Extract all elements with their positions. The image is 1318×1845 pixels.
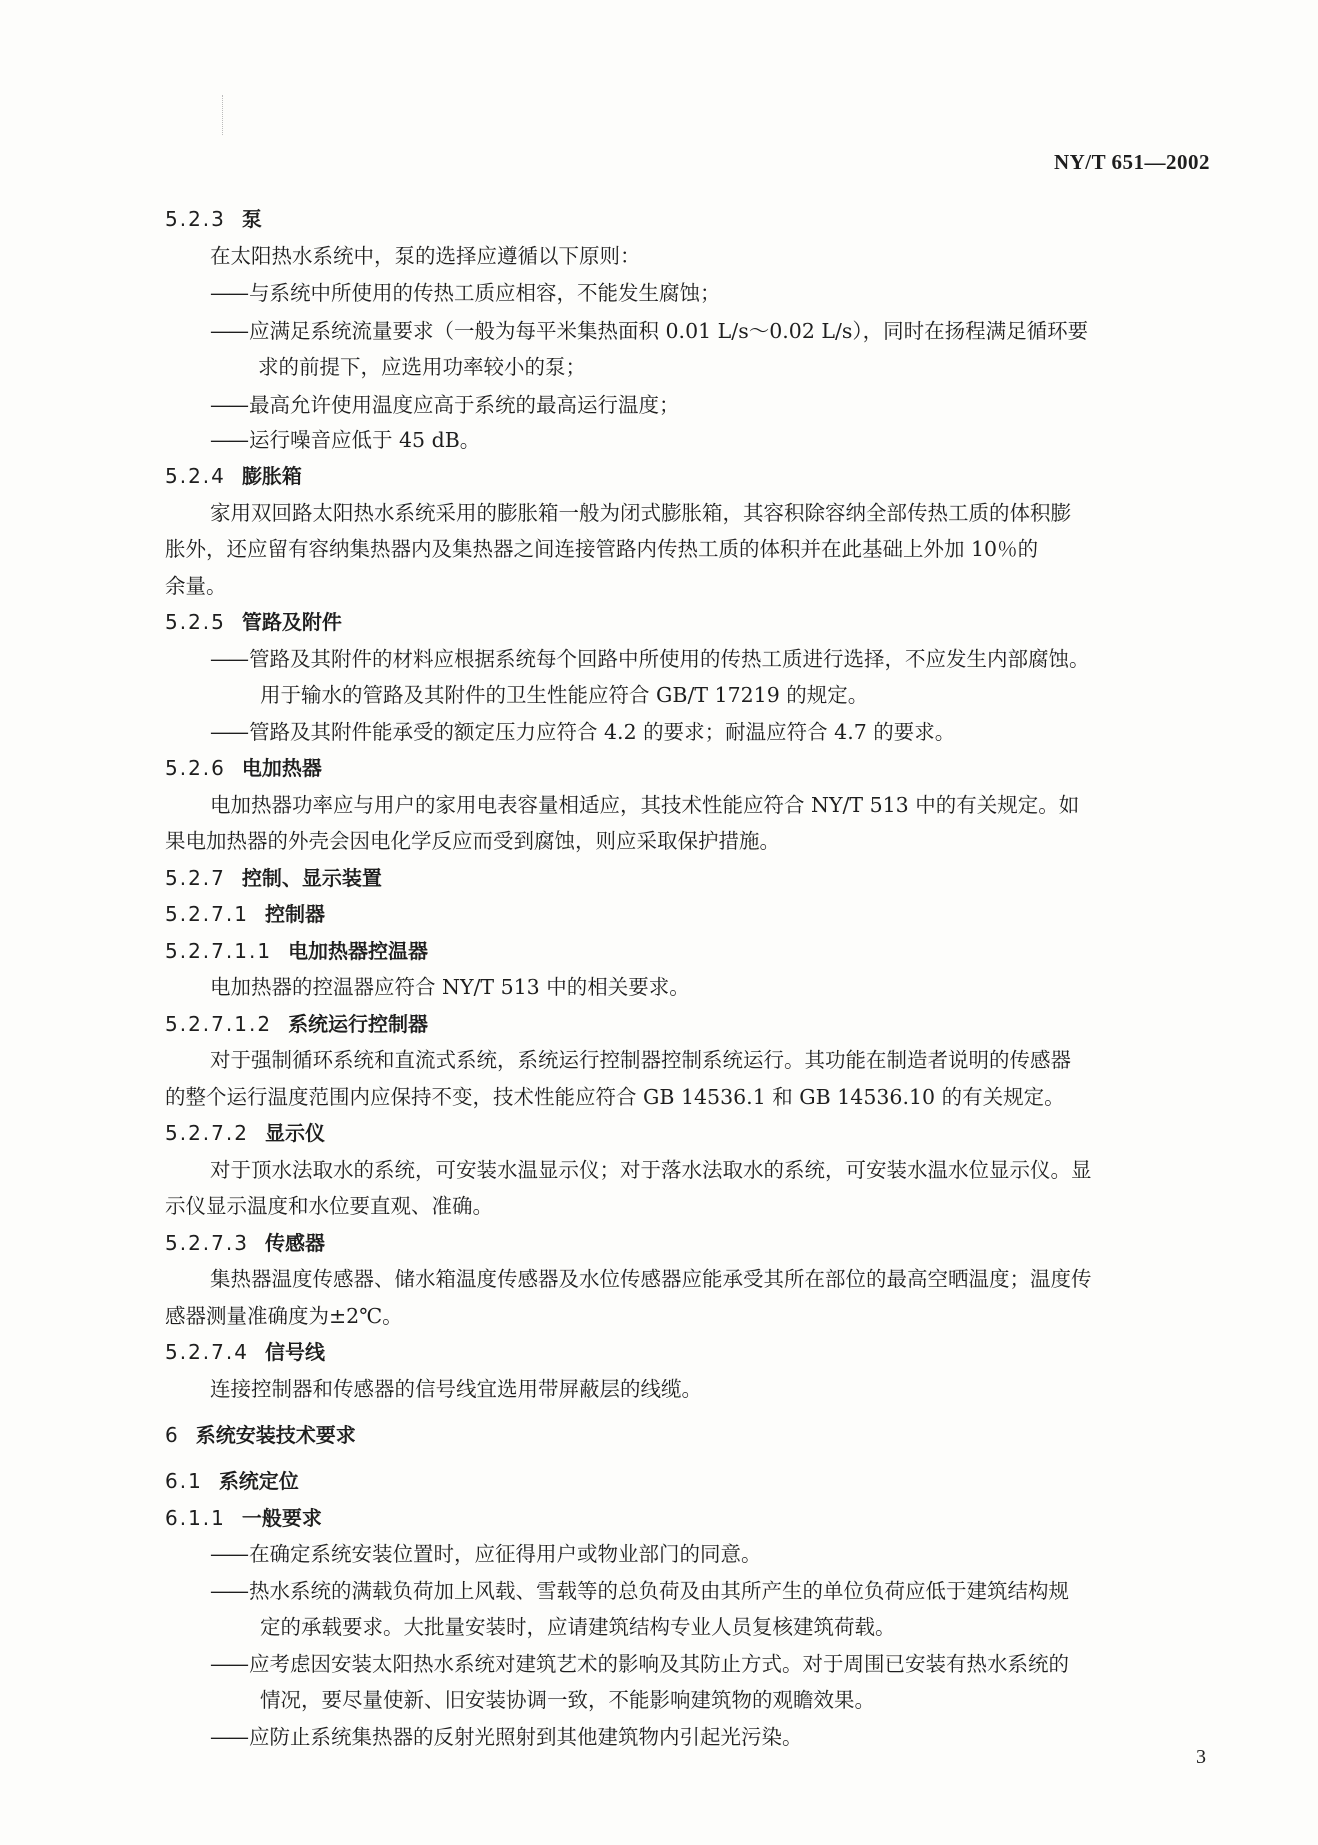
section-number: 5.2.3	[165, 207, 226, 231]
paragraph-line: 果电加热器的外壳会因电化学反应而受到腐蚀，则应采取保护措施。	[165, 829, 780, 853]
em-dash-marker: ——	[210, 1652, 247, 1676]
section-number: 6.1	[165, 1469, 203, 1493]
paragraph-line: 对于强制循环系统和直流式系统，系统运行控制器控制系统运行。其功能在制造者说明的传感器	[210, 1048, 1071, 1072]
list-item	[210, 1577, 1069, 1605]
section-heading	[165, 864, 382, 892]
section-number: 5.2.7.4	[165, 1340, 249, 1364]
section-title: 信号线	[264, 1340, 325, 1364]
section-title: 传感器	[264, 1231, 325, 1255]
list-item-text: 热水系统的满载负荷加上风载、雪载等的总负荷及由其所产生的单位负荷应低于建筑结构规	[249, 1579, 1069, 1603]
section-heading	[165, 1504, 322, 1532]
section-heading	[165, 462, 302, 490]
list-item	[210, 426, 480, 454]
section-heading	[165, 1338, 325, 1366]
list-item	[210, 1540, 762, 1568]
list-item-text: 管路及其附件能承受的额定压力应符合 4.2 的要求；耐温应符合 4.7 的要求。	[249, 720, 956, 744]
section-heading	[165, 900, 325, 928]
section-number: 5.2.7.3	[165, 1231, 249, 1255]
paragraph-line: 感器测量准确度为±2℃。	[165, 1304, 403, 1328]
section-number: 5.2.4	[165, 464, 226, 488]
section-heading	[165, 1229, 325, 1257]
list-item	[210, 1650, 1069, 1678]
section-title: 泵	[241, 207, 262, 231]
em-dash-marker: ——	[210, 281, 247, 305]
list-item	[210, 279, 721, 307]
section-heading	[165, 1119, 325, 1147]
list-item-text: 应考虑因安装太阳热水系统对建筑艺术的影响及其防止方式。对于周围已安装有热水系统的	[249, 1652, 1069, 1676]
em-dash-marker: ——	[210, 647, 247, 671]
list-item-text: 应满足系统流量要求（一般为每平米集热面积 0.01 L/s～0.02 L/s），同时在扬程满足循环要	[249, 319, 1089, 343]
section-title: 系统安装技术要求	[195, 1423, 356, 1447]
paragraph-line: 示仪显示温度和水位要直观、准确。	[165, 1194, 493, 1218]
em-dash-marker: ——	[210, 393, 247, 417]
section-number: 5.2.7	[165, 866, 226, 890]
section-title: 控制器	[264, 902, 325, 926]
section-heading	[165, 937, 428, 965]
paragraph-line: 电加热器功率应与用户的家用电表容量相适应，其技术性能应符合 NY/T 513 中的有关规定。如	[210, 793, 1080, 817]
paragraph-line: 集热器温度传感器、储水箱温度传感器及水位传感器应能承受其所在部位的最高空晒温度；温度传	[210, 1267, 1092, 1291]
section-title: 系统运行控制器	[288, 1012, 429, 1036]
section-heading	[165, 1421, 356, 1449]
section-title: 管路及附件	[241, 610, 342, 634]
em-dash-marker: ——	[210, 319, 247, 343]
section-number: 5.2.7.2	[165, 1121, 249, 1145]
paragraph-line: 电加热器的控温器应符合 NY/T 513 中的相关要求。	[210, 975, 690, 999]
paragraph-line: 连接控制器和传感器的信号线宜选用带屏蔽层的线缆。	[210, 1377, 702, 1401]
section-number: 6	[165, 1423, 180, 1447]
section-title: 电加热器	[241, 756, 322, 780]
list-item	[210, 1723, 803, 1751]
section-heading	[165, 205, 262, 233]
em-dash-marker: ——	[210, 1579, 247, 1603]
list-item-text: 最高允许使用温度应高于系统的最高运行温度；	[249, 393, 680, 417]
list-item-text: 与系统中所使用的传热工质应相容，不能发生腐蚀；	[249, 281, 721, 305]
paragraph-line: 余量。	[165, 574, 227, 598]
paragraph-line: 求的前提下，应选用功率较小的泵；	[258, 355, 586, 379]
section-number: 5.2.7.1.1	[165, 939, 273, 963]
section-number: 5.2.7.1	[165, 902, 249, 926]
standard-code: NY/T 651—2002	[1053, 150, 1210, 174]
em-dash-marker: ——	[210, 428, 247, 452]
section-number: 5.2.6	[165, 756, 226, 780]
list-item-text: 管路及其附件的材料应根据系统每个回路中所使用的传热工质进行选择，不应发生内部腐蚀。	[249, 647, 1090, 671]
em-dash-marker: ——	[210, 1725, 247, 1749]
list-item	[210, 317, 1088, 345]
section-title: 电加热器控温器	[288, 939, 429, 963]
section-heading	[165, 754, 322, 782]
paragraph-line: 在太阳热水系统中，泵的选择应遵循以下原则：	[210, 244, 641, 268]
section-title: 一般要求	[241, 1506, 322, 1530]
section-number: 6.1.1	[165, 1506, 226, 1530]
section-heading	[165, 608, 342, 636]
paragraph-line: 对于顶水法取水的系统，可安装水温显示仪；对于落水法取水的系统，可安装水温水位显示仪。显	[210, 1158, 1092, 1182]
section-number: 5.2.7.1.2	[165, 1012, 273, 1036]
paragraph-line: 用于输水的管路及其附件的卫生性能应符合 GB/T 17219 的规定。	[260, 683, 869, 707]
paragraph-line: 家用双回路太阳热水系统采用的膨胀箱一般为闭式膨胀箱，其容积除容纳全部传热工质的体积膨	[210, 501, 1071, 525]
em-dash-marker: ——	[210, 720, 247, 744]
section-title: 系统定位	[218, 1469, 299, 1493]
list-item	[210, 718, 955, 746]
section-heading	[165, 1010, 428, 1038]
section-title: 控制、显示装置	[241, 866, 382, 890]
section-title: 膨胀箱	[241, 464, 302, 488]
em-dash-marker: ——	[210, 1542, 247, 1566]
list-item-text: 应防止系统集热器的反射光照射到其他建筑物内引起光污染。	[249, 1725, 803, 1749]
paragraph-line: 胀外，还应留有容纳集热器内及集热器之间连接管路内传热工质的体积并在此基础上外加 10％的	[165, 537, 1039, 561]
section-title: 显示仪	[264, 1121, 325, 1145]
section-heading	[165, 1467, 299, 1495]
page-number: 3	[1196, 1746, 1206, 1768]
paragraph-line: 情况，要尽量使新、旧安装协调一致，不能影响建筑物的观瞻效果。	[260, 1688, 875, 1712]
list-item-text: 在确定系统安装位置时，应征得用户或物业部门的同意。	[249, 1542, 762, 1566]
list-item-text: 运行噪音应低于 45 dB。	[249, 428, 481, 452]
paragraph-line: 定的承载要求。大批量安装时，应请建筑结构专业人员复核建筑荷载。	[260, 1615, 896, 1639]
scan-mark	[222, 95, 225, 135]
section-number: 5.2.5	[165, 610, 226, 634]
list-item	[210, 645, 1090, 673]
list-item	[210, 391, 680, 419]
paragraph-line: 的整个运行温度范围内应保持不变，技术性能应符合 GB 14536.1 和 GB 14536.10 的有关规定。	[165, 1085, 1065, 1109]
